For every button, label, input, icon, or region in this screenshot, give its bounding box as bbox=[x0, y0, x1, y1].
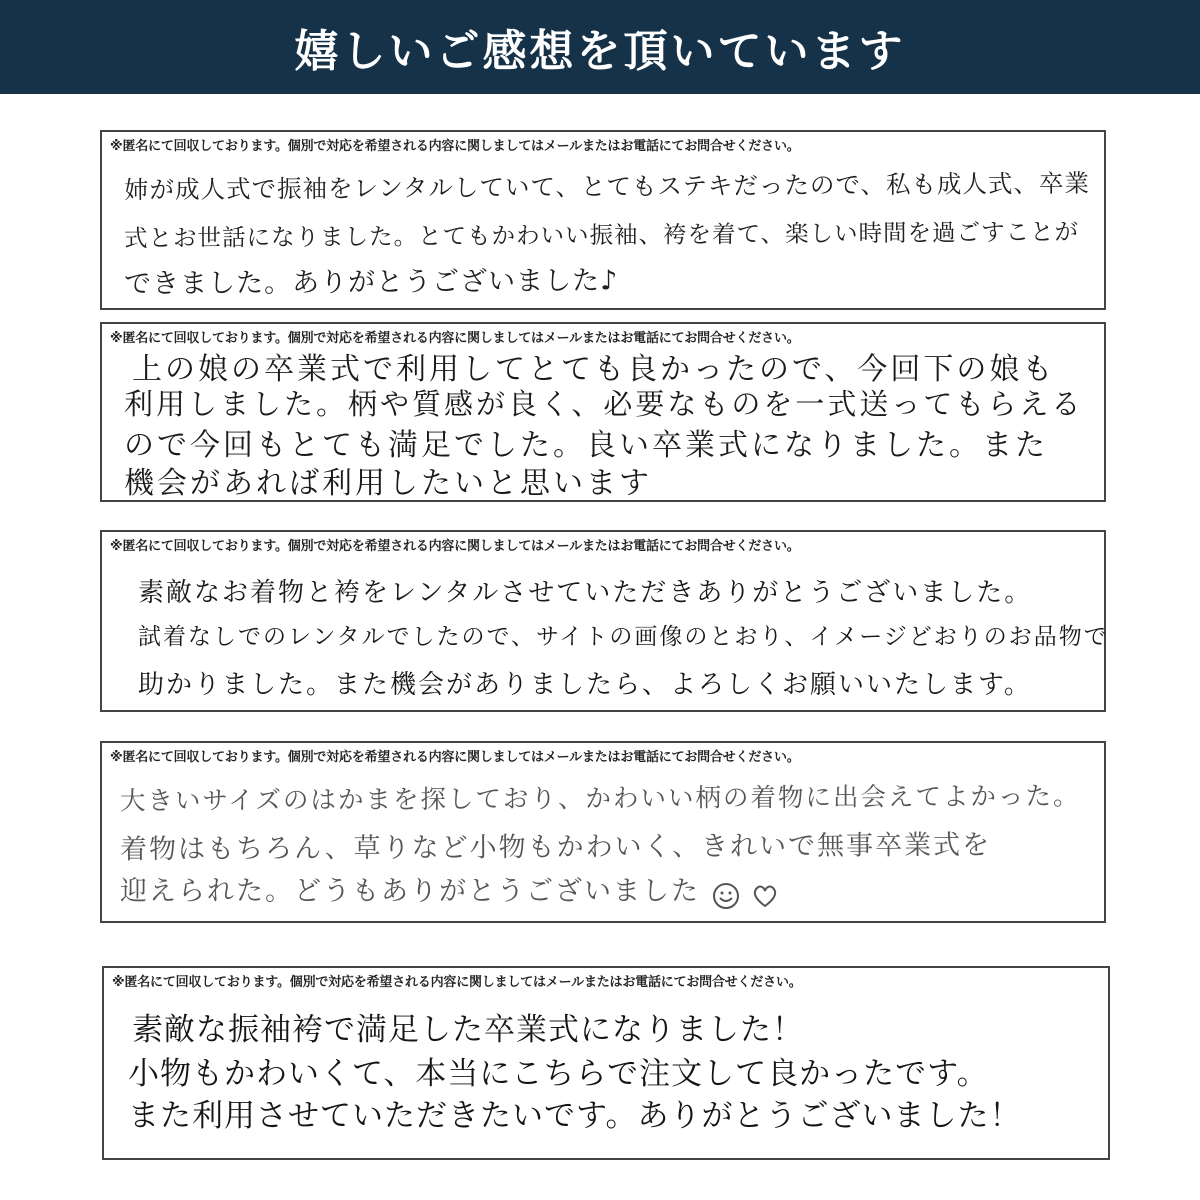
handwritten-comment-line: 迎えられた。どうもありがとうございました bbox=[120, 876, 700, 907]
handwritten-comment-line: 姉が成人式で振袖をレンタルしていて、とてもステキだったので、私も成人式、卒業 bbox=[123, 168, 1091, 205]
handwritten-comment-line: 助かりました。また機会がありましたら、よろしくお願いいたします。 bbox=[138, 670, 1032, 700]
comment-card-2 bbox=[100, 322, 1106, 502]
handwritten-comment-line: 着物はもちろん、草りなど小物もかわいく、きれいで無事卒業式を bbox=[119, 829, 992, 866]
heart-icon bbox=[750, 883, 780, 909]
anonymity-notice: ※匿名にて回収しております。個別で対応を希望される内容に関しましてはメールまたはお電話にてお問合せください。 bbox=[110, 539, 800, 554]
handwritten-comment-line: また利用させていただきたいです。ありがとうございました！ bbox=[128, 1098, 1022, 1134]
handwritten-comment-line: ので今回もとても満足でした。良い卒業式になりました。また bbox=[124, 428, 1048, 463]
comment-card-3 bbox=[100, 530, 1109, 712]
smiley-face-icon bbox=[711, 881, 741, 911]
comment-card-1 bbox=[100, 130, 1106, 310]
comment-card-4 bbox=[100, 741, 1106, 923]
anonymity-notice: ※匿名にて回収しております。個別で対応を希望される内容に関しましてはメールまたはお電話にてお問合せください。 bbox=[112, 975, 802, 990]
anonymity-notice: ※匿名にて回収しております。個別で対応を希望される内容に関しましてはメールまたはお電話にてお問合せください。 bbox=[110, 750, 800, 765]
handwritten-comment-line: 試着なしでのレンタルでしたので、サイトの画像のとおり、イメージどおりのお品物で bbox=[138, 624, 1109, 650]
handwritten-comment-line: 素敵なお着物と袴をレンタルさせていただきありがとうございました。 bbox=[138, 578, 1033, 608]
page-title: 嬉しいご感想を頂いています bbox=[294, 26, 906, 77]
anonymity-notice: ※匿名にて回収しております。個別で対応を希望される内容に関しましてはメールまたはお電話にてお問合せください。 bbox=[110, 139, 800, 154]
handwritten-comment-line: 小物もかわいくて、本当にこちらで注文して良かったです。 bbox=[128, 1056, 989, 1092]
anonymity-notice: ※匿名にて回収しております。個別で対応を希望される内容に関しましてはメールまたはお電話にてお問合せください。 bbox=[110, 331, 800, 346]
handwritten-comment-line: 上の娘の卒業式で利用してとても良かったので、今回下の娘も bbox=[132, 352, 1056, 387]
header-banner bbox=[0, 0, 1200, 94]
handwritten-comment-line: 機会があれば利用したいと思います bbox=[124, 466, 652, 501]
handwritten-comment-line: 利用しました。柄や質感が良く、必要なものを一式送ってもらえる bbox=[124, 387, 1084, 421]
handwritten-comment-line: 式とお世話になりました。とてもかわいい振袖、袴を着て、楽しい時間を過ごすことが bbox=[123, 217, 1080, 253]
comment-card-5 bbox=[102, 966, 1110, 1160]
handwritten-comment-line: 大きいサイズのはかまを探しており、かわいい柄の着物に出会えてよかった。 bbox=[119, 781, 1081, 817]
handwritten-comment-line: できました。ありがとうございました♪ bbox=[123, 265, 619, 300]
comment-line-with-doodles bbox=[120, 869, 780, 911]
handwritten-comment-line: 素敵な振袖袴で満足した卒業式になりました！ bbox=[132, 1012, 804, 1048]
